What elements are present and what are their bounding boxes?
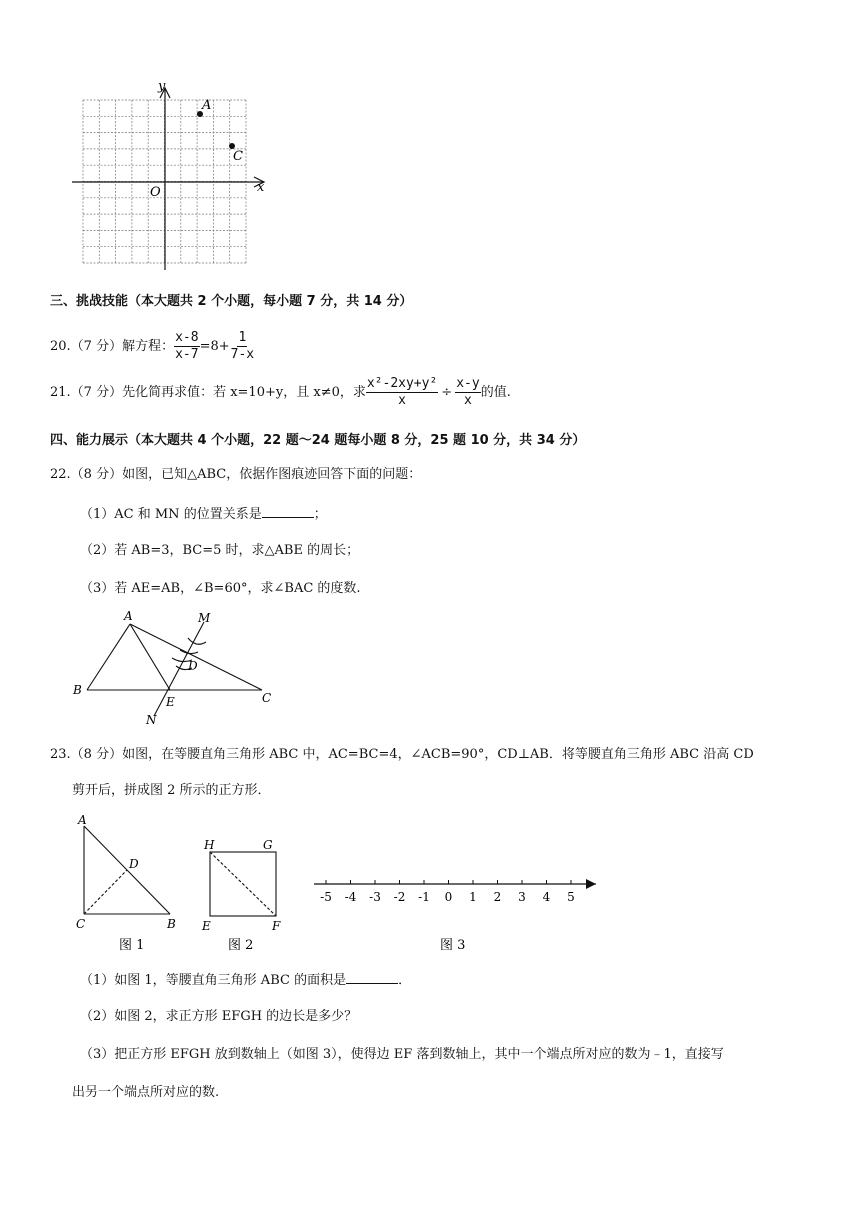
number-line-arrow bbox=[586, 879, 596, 889]
q21-divide: ÷ bbox=[441, 384, 453, 400]
coordinate-grid-figure bbox=[68, 76, 278, 272]
q21-num-1: x²-2xy+y² bbox=[366, 376, 438, 391]
q21-den-1: x bbox=[398, 393, 406, 408]
q21-fraction-1 bbox=[366, 376, 438, 409]
fig1-caption: 图 1 bbox=[119, 938, 145, 953]
q22-part-1-text: （1）AC 和 MN 的位置关系是 bbox=[80, 507, 262, 522]
q23-part-1-text: （1）如图 1，等腰直角三角形 ABC 的面积是 bbox=[80, 973, 347, 988]
q23-figure-1 bbox=[70, 812, 190, 960]
y-axis-label: y bbox=[158, 79, 166, 94]
section-4-title: 四、能力展示（本大题共 4 个小题，22 题～24 题每小题 8 分，25 题 10 分，共 34 分） bbox=[50, 433, 586, 448]
origin-label: O bbox=[150, 185, 161, 200]
q23-part-1-end: ． bbox=[398, 973, 412, 988]
side-ab bbox=[84, 826, 170, 914]
label-a: A bbox=[124, 609, 133, 623]
q22-part-3: （3）若 AE=AB，∠B=60°，求∠BAC 的度数. bbox=[80, 581, 361, 596]
fig2-label-g: G bbox=[263, 838, 273, 852]
q22-part-1 bbox=[80, 504, 327, 524]
fig2-label-f: F bbox=[272, 919, 281, 933]
number-line-tick-label: -1 bbox=[418, 890, 430, 904]
q23-figure-3-number-line bbox=[308, 864, 600, 960]
label-b: B bbox=[73, 683, 82, 697]
number-line-tick-label: 5 bbox=[567, 890, 575, 904]
question-20 bbox=[50, 330, 255, 363]
question-21 bbox=[50, 376, 511, 409]
point-a-label: A bbox=[202, 98, 212, 113]
q23-part-2: （2）如图 2，求正方形 EFGH 的边长是多少？ bbox=[80, 1009, 358, 1024]
number-line-tick-label: 0 bbox=[444, 890, 453, 904]
number-line-tick-label: -5 bbox=[320, 890, 332, 904]
number-line-tick-label: -4 bbox=[344, 890, 357, 904]
q20-fraction-2 bbox=[230, 330, 255, 363]
fig3-caption: 图 3 bbox=[440, 938, 466, 953]
q21-num-2: x-y bbox=[456, 376, 480, 391]
q20-equals: =8+ bbox=[199, 338, 230, 354]
q23-part-3-line-2: 出另一个端点所对应的数. bbox=[72, 1085, 220, 1100]
fig1-label-b: B bbox=[167, 917, 176, 931]
q23-stem-line-2: 剪开后，拼成图 2 所示的正方形． bbox=[72, 783, 271, 798]
q20-den-2: 7-x bbox=[230, 347, 255, 362]
number-line-tick-label: 1 bbox=[469, 890, 477, 904]
q20-den-1: x-7 bbox=[175, 347, 199, 362]
label-m: M bbox=[198, 611, 211, 625]
section-3-title: 三、挑战技能（本大题共 2 个小题，每小题 7 分，共 14 分） bbox=[50, 294, 413, 309]
label-n: N bbox=[146, 713, 157, 727]
q21-prefix: 21.（7 分）先化简再求值：若 x=10+y，且 x≠0，求 bbox=[50, 384, 366, 400]
q22-triangle-figure bbox=[68, 606, 288, 730]
label-c: C bbox=[262, 691, 272, 705]
diagonal-hf bbox=[210, 852, 276, 916]
q20-num-1: x-8 bbox=[175, 330, 199, 345]
number-line-tick-label: -2 bbox=[393, 890, 406, 904]
fig1-label-c: C bbox=[76, 917, 86, 931]
answer-blank[interactable] bbox=[262, 504, 314, 518]
q23-part-3-line-1: （3）把正方形 EFGH 放到数轴上（如图 3），使得边 EF 落到数轴上，其中一个端点所对应的数为﹣1，直接写 bbox=[80, 1047, 724, 1062]
segment-ab bbox=[87, 624, 130, 690]
q23-stem-line-1: 23.（8 分）如图，在等腰直角三角形 ABC 中，AC=BC=4，∠ACB=90°，CD⊥AB．将等腰直角三角形 ABC 沿高 CD bbox=[50, 747, 754, 762]
q20-prefix: 20.（7 分）解方程： bbox=[50, 338, 175, 354]
fig2-caption: 图 2 bbox=[228, 938, 254, 953]
x-axis-label: x bbox=[257, 180, 265, 195]
q20-num-2: 1 bbox=[238, 330, 247, 345]
number-line-tick-label: 2 bbox=[493, 890, 502, 904]
q22-part-2: （2）若 AB=3，BC=5 时，求△ABE 的周长； bbox=[80, 543, 360, 558]
q21-den-2: x bbox=[464, 393, 472, 408]
label-d: D bbox=[188, 659, 198, 673]
q21-suffix: 的值. bbox=[480, 384, 511, 400]
fig2-label-e: E bbox=[202, 919, 211, 933]
q23-figure-2 bbox=[200, 836, 290, 960]
label-e: E bbox=[166, 695, 175, 709]
point-c-label: C bbox=[233, 149, 243, 164]
q20-fraction-1 bbox=[174, 330, 199, 363]
number-line-tick-label: 3 bbox=[518, 890, 526, 904]
fig1-label-a: A bbox=[78, 813, 87, 827]
number-line-tick-label: 4 bbox=[542, 890, 551, 904]
answer-blank[interactable] bbox=[346, 970, 398, 984]
q21-fraction-2 bbox=[455, 376, 480, 409]
altitude-cd bbox=[84, 870, 127, 914]
q22-stem: 22.（8 分）如图，已知△ABC，依据作图痕迹回答下面的问题： bbox=[50, 467, 422, 482]
fig1-label-d: D bbox=[129, 857, 139, 871]
q22-part-1-end: ； bbox=[313, 507, 327, 522]
fig2-label-h: H bbox=[204, 838, 215, 852]
number-line-tick-label: -3 bbox=[369, 890, 381, 904]
q23-part-1 bbox=[80, 970, 411, 990]
